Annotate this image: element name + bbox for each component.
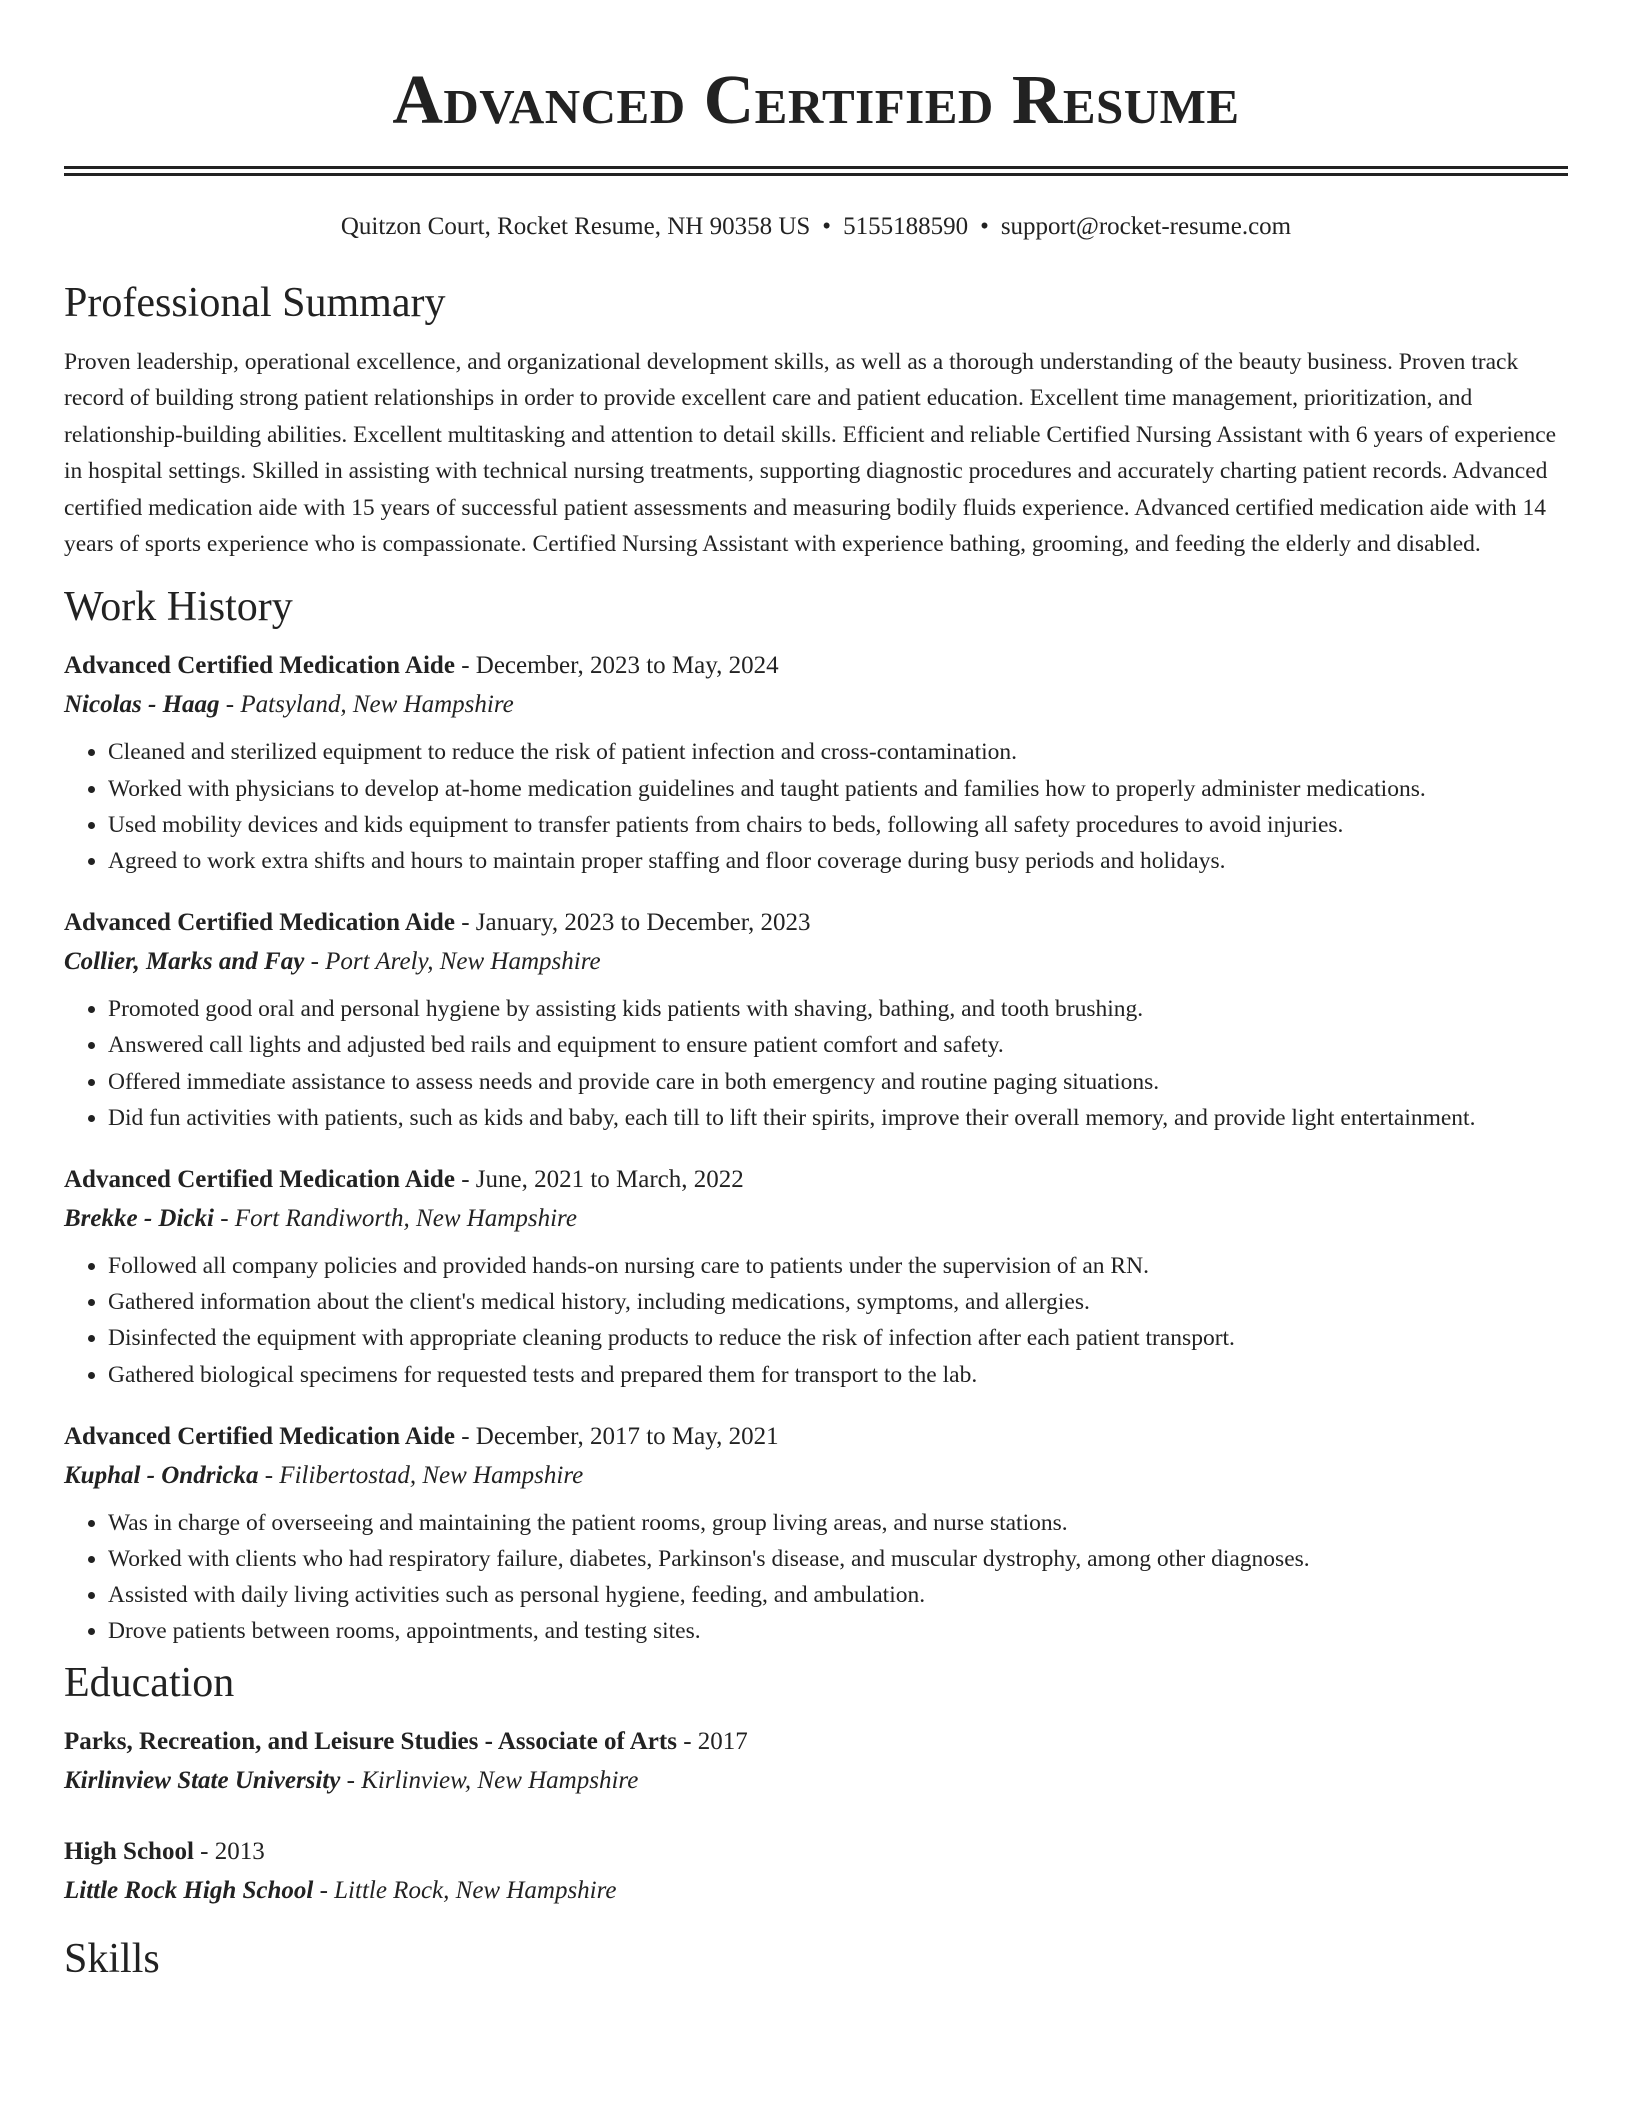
job-title: Advanced Certified Medication Aide (64, 652, 455, 680)
job-dates: - December, 2017 to May, 2021 (454, 1422, 779, 1450)
job-entry (64, 1417, 1568, 1650)
job-title-line (64, 1417, 1568, 1456)
degree-line (64, 1832, 1568, 1871)
job-bullet: • Answered call lights and adjusted bed rails and equipment to ensure patient comfort and safety. (108, 1027, 1568, 1063)
school-name: Kirlinview State University (64, 1766, 341, 1794)
job-dates: - January, 2023 to December, 2023 (454, 909, 811, 937)
degree-line (64, 1722, 1568, 1761)
contact-line (64, 210, 1568, 244)
work-history-heading: Work History (64, 584, 293, 631)
job-title: Advanced Certified Medication Aide (64, 1166, 455, 1194)
summary-heading: Professional Summary (64, 280, 446, 326)
job-bullet: • Used mobility devices and kids equipment to transfer patients from chairs to beds, following all safety procedures to avoid injuries. (108, 807, 1568, 843)
company-line (64, 1199, 1568, 1238)
job-bullet: • Assisted with daily living activities such as personal hygiene, feeding, and ambulation. (108, 1577, 1568, 1613)
school-line (64, 1761, 1568, 1800)
school-location: - Kirlinview, New Hampshire (340, 1766, 639, 1794)
education-entry (64, 1722, 1568, 1800)
company-location: - Filibertostad, New Hampshire (258, 1461, 584, 1489)
job-bullet: • Was in charge of overseeing and maintaining the patient rooms, group living areas, and nurse stations. (108, 1505, 1568, 1541)
job-title: Advanced Certified Medication Aide (64, 1422, 455, 1450)
job-bullets (64, 734, 1568, 879)
job-bullets (64, 991, 1568, 1136)
degree-name: Parks, Recreation, and Leisure Studies - Associate of Arts (64, 1727, 677, 1755)
job-bullet: • Worked with physicians to develop at-home medication guidelines and taught patients and families how to properly administer medications. (108, 771, 1568, 807)
job-bullet: • Did fun activities with patients, such as kids and baby, each till to lift their spirits, improve their overall memory, and provide light entertainment. (108, 1100, 1568, 1136)
job-bullet: • Offered immediate assistance to assess needs and provide care in both emergency and routine paging situations. (108, 1064, 1568, 1100)
summary-text: Proven leadership, operational excellence, and organizational development skills, as well as a thorough understanding of the beauty business. Proven track record of building strong patient relationships in order to provide excellent care and patient education. Excellent time management, prioritization, and relationship-building abilities. Excellent multitasking and attention to detail skills. Efficient and reliable Certified Nursing Assistant with 6 years of experience in hospital settings. Skilled in assisting with technical nursing treatments, supporting diagnostic procedures and accurately charting patient records. Advanced certified medication aide with 15 years of successful patient assessments and measuring bodily fluids experience. Advanced certified medication aide with 14 years of sports experience who is compassionate. Certified Nursing Assistant with experience bathing, grooming, and feeding the elderly and disabled. (64, 349, 1557, 558)
contact-address: Quitzon Court, Rocket Resume, NH 90358 US (340, 213, 811, 240)
job-bullet: • Worked with clients who had respiratory failure, diabetes, Parkinson's disease, and muscular dystrophy, among other diagnoses. (108, 1541, 1568, 1577)
company-name: Nicolas - Haag (64, 691, 220, 719)
degree-year: - 2013 (193, 1837, 265, 1865)
job-bullet: • Drove patients between rooms, appointments, and testing sites. (108, 1613, 1568, 1649)
job-bullet: • Agreed to work extra shifts and hours to maintain proper staffing and floor coverage during busy periods and holidays. (108, 843, 1568, 879)
job-dates: - June, 2021 to March, 2022 (454, 1166, 744, 1194)
resume-page (64, 0, 1568, 1984)
resume-title: Advanced Certified Resume (392, 62, 1240, 139)
company-name: Collier, Marks and Fay (64, 948, 305, 976)
job-entry (64, 1160, 1568, 1393)
company-name: Kuphal - Ondricka (64, 1461, 259, 1489)
company-line (64, 1456, 1568, 1495)
job-title: Advanced Certified Medication Aide (64, 909, 455, 937)
job-bullet: • Promoted good oral and personal hygiene by assisting kids patients with shaving, bathing, and tooth brushing. (108, 991, 1568, 1027)
job-title-line (64, 1160, 1568, 1199)
company-location: - Port Arely, New Hampshire (304, 948, 601, 976)
job-bullet: • Gathered information about the client's medical history, including medications, symptoms, and allergies. (108, 1284, 1568, 1320)
degree-year: - 2017 (676, 1727, 748, 1755)
school-line (64, 1871, 1568, 1910)
job-dates: - December, 2023 to May, 2024 (454, 652, 779, 680)
company-line (64, 685, 1568, 724)
skills-heading: Skills (64, 1935, 160, 1982)
education-heading: Education (64, 1659, 235, 1706)
job-bullets (64, 1248, 1568, 1393)
company-location: - Patsyland, New Hampshire (219, 691, 514, 719)
contact-separator: • (822, 213, 832, 240)
job-bullets (64, 1505, 1568, 1650)
job-entry (64, 646, 1568, 879)
degree-name: High School (64, 1837, 194, 1865)
education-entry (64, 1832, 1568, 1910)
company-line (64, 942, 1568, 981)
contact-email: support@rocket-resume.com (1000, 213, 1292, 240)
job-entry (64, 903, 1568, 1136)
school-name: Little Rock High School (64, 1876, 314, 1904)
job-title-line (64, 646, 1568, 685)
title-divider (64, 166, 1568, 176)
job-bullet: • Disinfected the equipment with appropriate cleaning products to reduce the risk of infection after each patient transport. (108, 1320, 1568, 1356)
contact-phone: 5155188590 (843, 213, 969, 240)
job-bullet: • Followed all company policies and provided hands-on nursing care to patients under the supervision of an RN. (108, 1248, 1568, 1284)
job-bullet: • Cleaned and sterilized equipment to reduce the risk of patient infection and cross-contamination. (108, 734, 1568, 770)
contact-separator: • (980, 213, 989, 240)
job-bullet: • Gathered biological specimens for requested tests and prepared them for transport to the lab. (108, 1357, 1568, 1393)
job-title-line (64, 903, 1568, 942)
company-location: - Fort Randiworth, New Hampshire (213, 1205, 577, 1233)
company-name: Brekke - Dicki (64, 1205, 214, 1233)
school-location: - Little Rock, New Hampshire (313, 1876, 617, 1904)
